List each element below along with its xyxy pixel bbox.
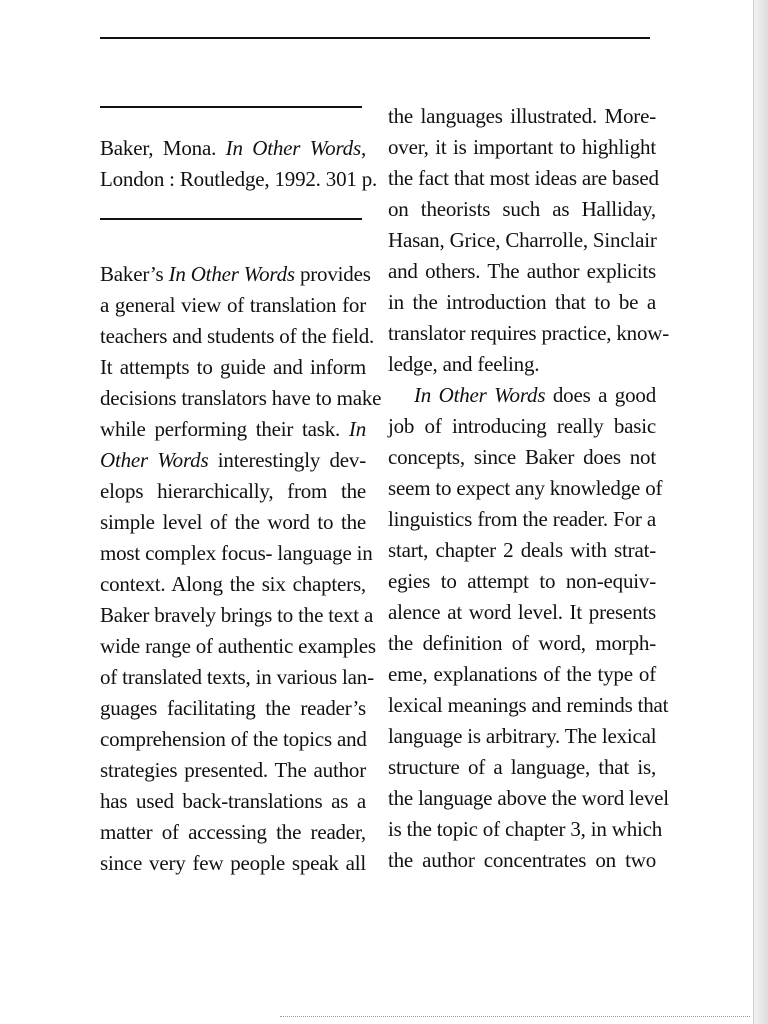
text-line: guages facilitating the reader’s (100, 696, 366, 720)
text-line: In Other Words does a good (414, 383, 656, 407)
text-line: seem to expect any knowledge of (388, 476, 663, 500)
text-line: the definition of word, morph- (388, 631, 656, 655)
text-line: lexical meanings and reminds that (388, 693, 669, 717)
text-line: structure of a language, that is, (388, 755, 656, 779)
left-column (100, 259, 382, 879)
text-line: start, chapter 2 deals with strat- (388, 538, 656, 562)
text-line: It attempts to guide and inform (100, 355, 366, 379)
right-column (388, 101, 670, 876)
text-line: strategies presented. The author (100, 758, 366, 782)
text-line: elops hierarchically, from the (100, 479, 366, 503)
text-line: Hasan, Grice, Charrolle, Sinclair (388, 228, 657, 252)
top-rule (100, 37, 650, 39)
text-line: linguistics from the reader. For a (388, 507, 656, 531)
text-line: the languages illustrated. More- (388, 104, 656, 128)
text-line: over, it is important to highlight (388, 135, 656, 159)
text-line: is the topic of chapter 3, in which (388, 817, 663, 841)
citation-line-1: Baker, Mona. In Other Words, (100, 136, 366, 160)
text-line: while performing their task. In (100, 417, 366, 441)
citation (100, 133, 378, 195)
text-line: egies to attempt to non-equiv- (388, 569, 656, 593)
citation-rule-top (100, 106, 362, 108)
text-line: language is arbitrary. The lexical (388, 724, 657, 748)
text-line: the fact that most ideas are based (388, 166, 659, 190)
text-line: concepts, since Baker does not (388, 445, 656, 469)
text-line: simple level of the word to the (100, 510, 366, 534)
text-line: Baker’s In Other Words provides (100, 262, 371, 286)
citation-rule-bottom (100, 218, 362, 220)
text-line: the language above the word level (388, 786, 669, 810)
text-line: Other Words interestingly dev- (100, 448, 366, 472)
text-line: teachers and students of the field. (100, 324, 375, 348)
text-line: comprehension of the topics and (100, 727, 367, 751)
text-line: matter of accessing the reader, (100, 820, 366, 844)
text-line: alence at word level. It presents (388, 600, 656, 624)
text-line: most complex focus- language in (100, 541, 373, 565)
text-line: decisions translators have to make (100, 386, 382, 410)
scan-artifact (280, 1016, 750, 1017)
page-edge (753, 0, 768, 1024)
text-line: in the introduction that to be a (388, 290, 656, 314)
text-line: has used back-translations as a (100, 789, 366, 813)
text-line: eme, explanations of the type of (388, 662, 656, 686)
text-line: the author concentrates on two (388, 848, 656, 872)
text-line: since very few people speak all (100, 851, 366, 875)
text-line: Baker bravely brings to the text a (100, 603, 374, 627)
book-title: In Other Words (225, 136, 361, 160)
text-line: job of introducing really basic (388, 414, 656, 438)
text-line: on theorists such as Halliday, (388, 197, 656, 221)
text-line: translator requires practice, know- (388, 321, 670, 345)
citation-line-2: London : Routledge, 1992. 301 p. (100, 167, 378, 191)
text-line: of translated texts, in various lan- (100, 665, 374, 689)
text-line: and others. The author explicits (388, 259, 656, 283)
text-line: context. Along the six chapters, (100, 572, 366, 596)
text-line: a general view of translation for (100, 293, 366, 317)
text-line: wide range of authentic examples (100, 634, 376, 658)
text-line: ledge, and feeling. (388, 352, 540, 376)
